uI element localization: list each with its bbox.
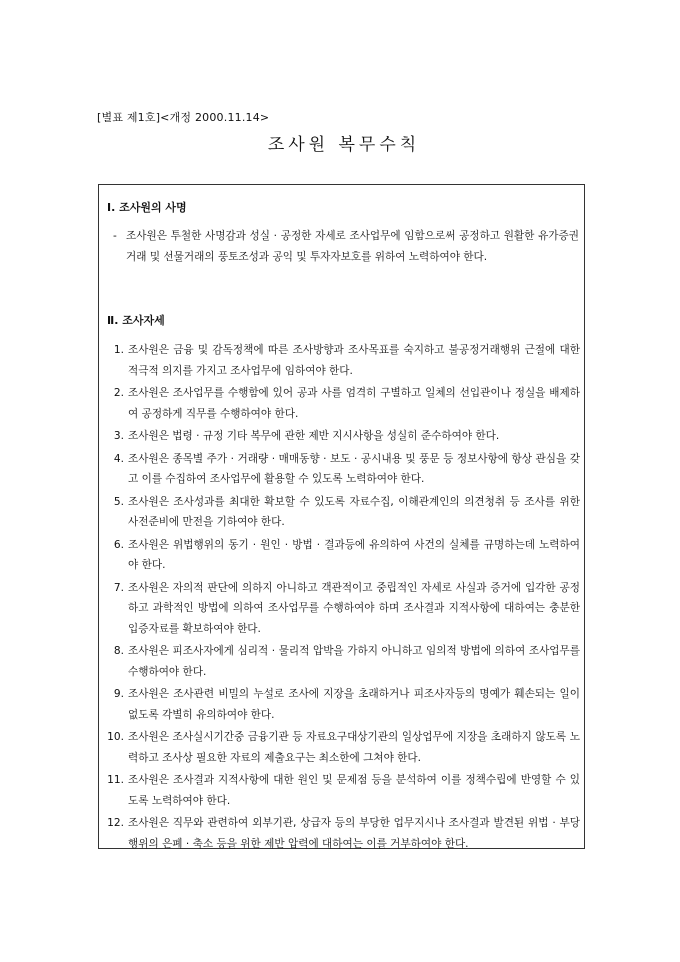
list-item <box>104 770 580 811</box>
list-item <box>104 684 580 725</box>
item-number: 7. <box>113 581 124 594</box>
section-heading-mission: Ⅰ. 조사원의 사명 <box>107 201 187 214</box>
list-item <box>104 578 580 640</box>
item-text: 조사원은 조사결과 지적사항에 대한 원인 및 문제점 등을 분석하여 이를 정책수립에 반영할 수 있도록 노력하여야 한다. <box>128 774 580 807</box>
list-item <box>104 535 580 576</box>
item-text: 조사원은 조사성과를 최대한 확보할 수 있도록 자료수집, 이해관계인의 의견청취 등 조사를 위한 사전준비에 만전을 기하여야 한다. <box>128 495 580 528</box>
item-number: 11. <box>107 774 124 786</box>
item-text: 조사원은 법령 · 규정 기타 복무에 관한 제반 지시사항을 성실히 준수하여야 한다. <box>128 430 500 442</box>
item-number: 5. <box>113 495 124 508</box>
mission-paragraph <box>113 226 579 267</box>
item-number: 9. <box>113 688 124 700</box>
list-item <box>104 449 580 490</box>
item-number: 1. <box>113 344 124 356</box>
attitude-list <box>104 340 580 856</box>
item-number: 12. <box>107 817 124 829</box>
item-text: 조사원은 금융 및 감독정책에 따른 조사방향과 조사목표를 숙지하고 불공정거래행위 근절에 대한 적극적 의지를 가지고 조사업무에 임하여야 한다. <box>128 344 580 377</box>
item-number: 8. <box>113 645 124 657</box>
item-text: 조사원은 피조사자에게 심리적 · 물리적 압박을 가하지 아니하고 임의적 방법에 의하여 조사업무를 수행하여야 한다. <box>128 645 580 678</box>
list-item <box>104 727 580 768</box>
item-text: 조사원은 조사업무를 수행함에 있어 공과 사를 엄격히 구별하고 일체의 선입관이나 정실을 배제하여 공정하게 직무를 수행하여야 한다. <box>128 387 580 420</box>
item-text: 조사원은 조사실시기간중 금융기관 등 자료요구대상기관의 일상업무에 지장을 초래하지 않도록 노력하고 조사상 필요한 자료의 제출요구는 최소한에 그쳐야 한다. <box>128 731 580 764</box>
list-item <box>104 813 580 854</box>
mission-text: 조사원은 투철한 사명감과 성실 · 공정한 자세로 조사업무에 임함으로써 공정하고 원활한 유가증권거래 및 선물거래의 풍토조성과 공익 및 투자자보호를 위하여 노력하여야 한다. <box>126 230 579 263</box>
item-number: 10. <box>107 731 124 743</box>
item-text: 조사원은 조사관련 비밀의 누설로 조사에 지장을 초래하거나 피조사자등의 명예가 훼손되는 일이 없도록 각별히 유의하여야 한다. <box>128 688 580 721</box>
item-number: 3. <box>113 430 124 442</box>
list-item <box>104 340 580 381</box>
item-text: 조사원은 직무와 관련하여 외부기관, 상급자 등의 부당한 업무지시나 조사결과 발견된 위법 · 부당행위의 은폐 · 축소 등을 위한 제반 압력에 대하여는 이를 거부하여야 한다. <box>128 817 580 850</box>
bullet-dash: - <box>113 230 117 242</box>
list-item <box>104 426 580 447</box>
list-item <box>104 383 580 424</box>
list-item <box>104 492 580 533</box>
item-text: 조사원은 위법행위의 동기 · 원인 · 방법 · 결과등에 유의하여 사건의 실체를 규명하는데 노력하여야 한다. <box>128 538 580 571</box>
item-number: 2. <box>113 387 124 399</box>
document-title: 조사원 복무수칙 <box>267 135 421 155</box>
item-number: 6. <box>113 538 124 551</box>
item-text: 조사원은 자의적 판단에 의하지 아니하고 객관적이고 중립적인 자세로 사실과 증거에 입각한 공정하고 과학적인 방법에 의하여 조사업무를 수행하여야 하며 조사결과 지적사항에 대하여는 충분한 입증자료를 확보하여야 한다. <box>128 581 580 635</box>
section-heading-attitude: Ⅱ. 조사자세 <box>107 314 165 327</box>
item-number: 4. <box>113 452 124 465</box>
header-note: [별표 제1호]<개정 2000.11.14> <box>97 111 270 124</box>
list-item <box>104 641 580 682</box>
item-text: 조사원은 종목별 주가 · 거래량 · 매매동향 · 보도 · 공시내용 및 풍문 등 정보사항에 항상 관심을 갖고 이를 수집하여 조사업무에 활용할 수 있도록 노력하여야 한다. <box>128 452 580 485</box>
